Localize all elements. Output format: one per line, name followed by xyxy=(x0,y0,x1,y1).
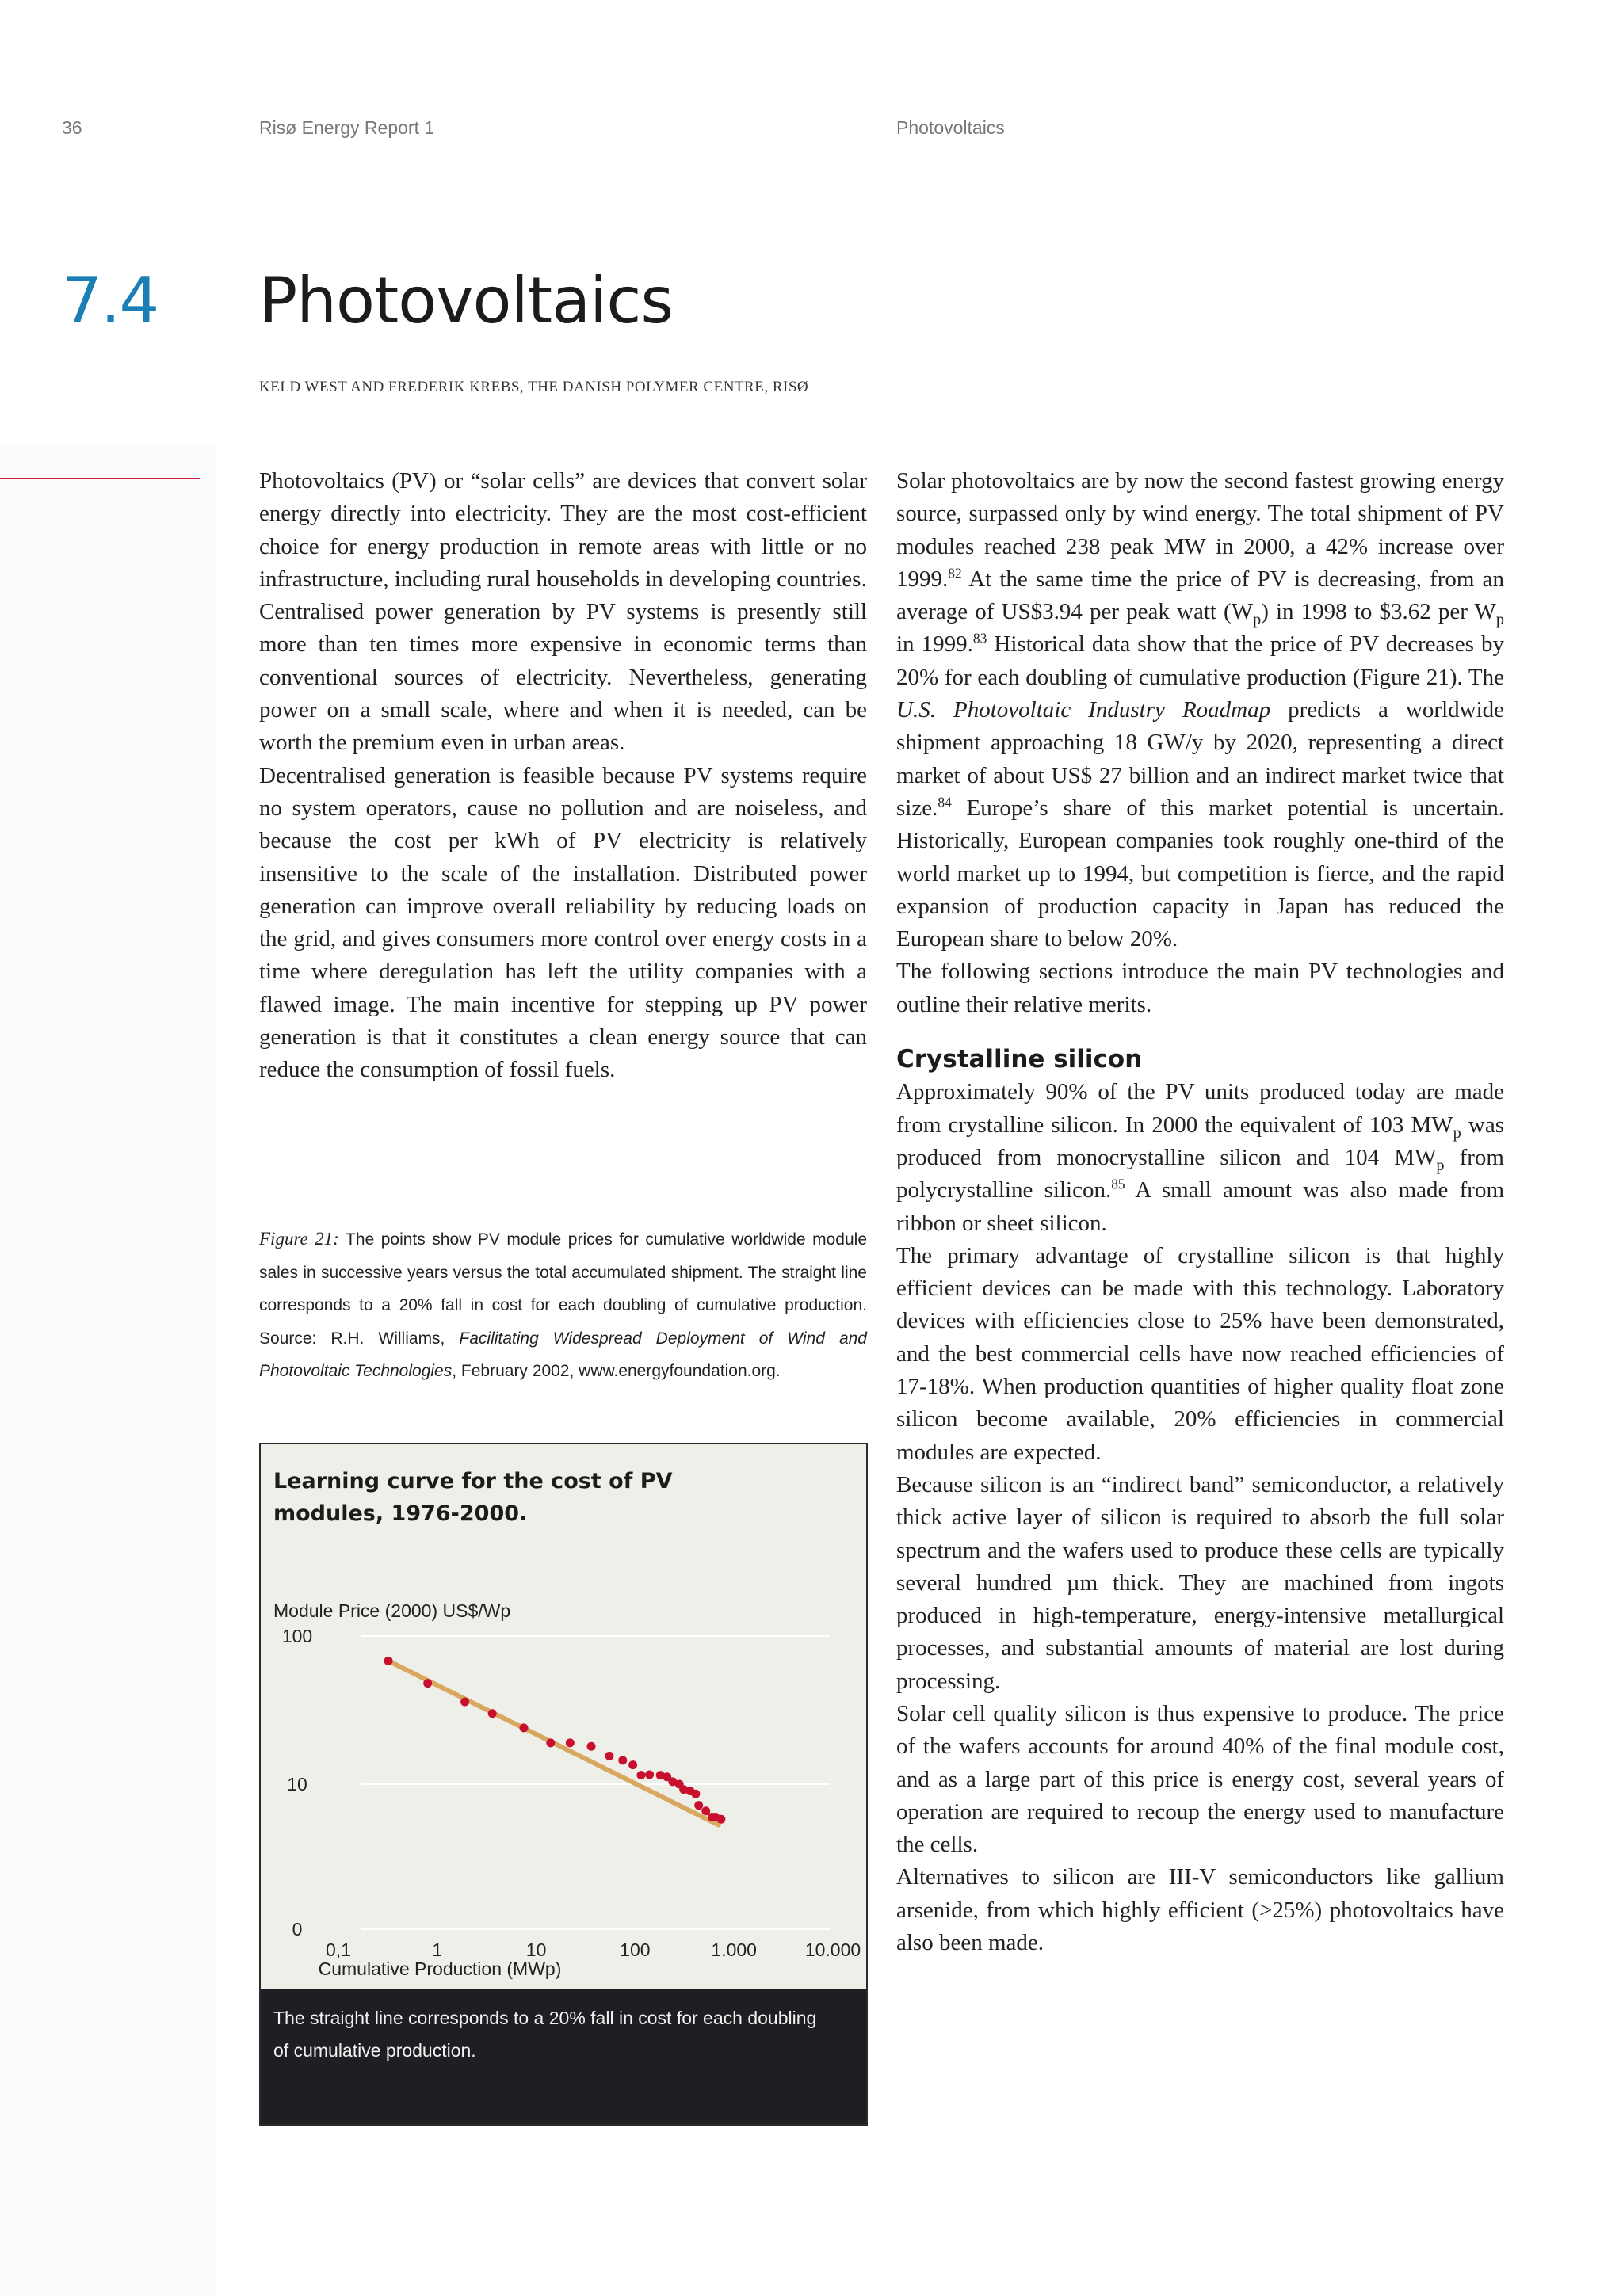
chart-y-axis-label: Module Price (2000) US$/Wp xyxy=(273,1600,511,1621)
chart-data-point xyxy=(701,1806,710,1815)
page-number: 36 xyxy=(62,117,82,138)
chart-data-point xyxy=(605,1752,613,1760)
caption-text-2: , February 2002, www.energyfoundation.org. xyxy=(452,1362,781,1380)
subscript-p: p xyxy=(1436,1156,1445,1174)
chart-data-point xyxy=(618,1756,627,1764)
figure-footer-text: The straight line corresponds to a 20% fall in cost for each doubling of cumulative production. xyxy=(273,2008,817,2061)
chart-data-point xyxy=(423,1679,432,1688)
red-rule xyxy=(0,478,200,479)
caption-label: Figure 21: xyxy=(259,1229,339,1249)
chart-x-axis-label: Cumulative Production (MWp) xyxy=(318,1958,562,1979)
chart-data-point xyxy=(716,1815,725,1824)
right-paragraph-3 xyxy=(896,1076,1504,1239)
right-p3-text-a: Approximately 90% of the PV units produced today are made from crystalline silicon. In 2000 the equivalent of 103 MW xyxy=(896,1079,1504,1138)
chart-data-point xyxy=(694,1801,703,1810)
right-p1-text-f: predicts a worldwide shipment approaching 18 GW/y by 2020, representing a direct market of about US$ 27 billion and an indirect market twice that size. xyxy=(896,697,1504,821)
chart-y-tick-label: 10 xyxy=(287,1774,307,1794)
left-paragraph-1: Photovoltaics (PV) or “solar cells” are devices that convert solar energy directly into electricity. They are the most cost-efficient choice for energy production in remote areas with little or no infrastructure, including rural households in developing countries. xyxy=(259,468,867,592)
right-paragraph-6: Solar cell quality silicon is thus expensive to produce. The price of the wafers accounts for around 40% of the final module cost, and as a large part of this price is energy cost, several years of operation are required to recoup the energy used to manufacture the cells. xyxy=(896,1700,1504,1858)
right-p3-text-c: from polycrystalline silicon. xyxy=(896,1144,1504,1203)
footnote-ref-82: 82 xyxy=(948,565,962,582)
figure-title: Learning curve for the cost of PV modules, 1976-2000. xyxy=(273,1469,673,1526)
right-p1-text-a: Solar photovoltaics are by now the second fastest growing energy source, surpassed only by wind energy. The total shipment of PV modules reached 238 peak MW in 2000, a 42% increase over 1999. xyxy=(896,468,1504,592)
right-p1-text-c: ) in 1998 to $3.62 per W xyxy=(1261,599,1496,625)
chart-data-point xyxy=(460,1697,469,1706)
chart-x-tick-label: 1 xyxy=(432,1939,443,1960)
subscript-p: p xyxy=(1453,1123,1461,1142)
chart-x-tick-label: 0,1 xyxy=(326,1939,351,1960)
chart-data-point xyxy=(520,1723,529,1732)
section-authors: KELD WEST AND FREDERIK KREBS, THE DANISH POLYMER CENTRE, RISØ xyxy=(259,379,809,395)
right-p3-text-d: A small amount was also made from ribbon or sheet silicon. xyxy=(896,1177,1505,1236)
figure-box xyxy=(259,1443,868,2126)
caption-text-1: The points show PV module prices for cumulative worldwide module sales in successive years versus the total accumulated shipment. The straight line corresponds to a 20% fall in cost for each doubling of cumulative production. Source: R.H. Williams, xyxy=(259,1230,868,1348)
right-p3-text-b: was produced from monocrystalline silicon and 104 MW xyxy=(896,1112,1504,1170)
chart-x-tick-label: 100 xyxy=(620,1939,651,1960)
roadmap-title: U.S. Photovoltaic Industry Roadmap xyxy=(896,697,1271,723)
chart-data-point xyxy=(636,1771,645,1779)
right-column xyxy=(896,465,1504,1959)
chart-data-point xyxy=(566,1738,575,1747)
chart-data-point xyxy=(645,1770,654,1779)
section-number: 7.4 xyxy=(62,264,158,338)
section-title: Photovoltaics xyxy=(259,264,673,338)
chart-data-point xyxy=(628,1760,637,1769)
left-paragraph-2: Centralised power generation by PV systems is presently still more than ten times more expensive in economic terms than conventional sources of electricity. Nevertheless, generating power on a small scale, where and when it is needed, can be worth the premium even in urban areas. xyxy=(259,599,867,756)
footnote-ref-85: 85 xyxy=(1111,1176,1125,1192)
crystalline-silicon-heading: Crystalline silicon xyxy=(896,1045,1143,1074)
left-column xyxy=(259,465,867,1087)
chart-data-point xyxy=(546,1738,555,1747)
chart-data-point xyxy=(384,1657,393,1665)
figure-footer xyxy=(261,1989,866,2124)
running-header-title: Risø Energy Report 1 xyxy=(259,117,435,138)
right-p1-text-d: in 1999. xyxy=(896,631,973,658)
right-p1-text-b: At the same time the price of PV is decreasing, from an average of US$3.94 per peak watt (W xyxy=(896,566,1504,625)
chart-y-tick-label: 100 xyxy=(281,1626,313,1646)
footnote-ref-84: 84 xyxy=(938,794,952,810)
subscript-p: p xyxy=(1253,610,1262,628)
chart-x-tick-label: 10 xyxy=(525,1939,547,1960)
chart-y-tick-label: 0 xyxy=(292,1919,303,1939)
right-p1-text-g: Europe’s share of this market potential is uncertain. Historically, European companies took roughly one-third of the world market up to 1994, but competition is fierce, and the rapid expansion of production capacity in Japan has reduced the European share to below 20%. xyxy=(896,795,1504,952)
chart-data-point xyxy=(587,1742,596,1751)
right-paragraph-1 xyxy=(896,465,1504,955)
right-paragraph-7: Alternatives to silicon are III-V semiconductors like gallium arsenide, from which highly efficient (>25%) photovoltaics have also been made. xyxy=(896,1864,1504,1956)
chart-data-point xyxy=(488,1709,497,1718)
chart-x-tick-label: 10.000 xyxy=(804,1939,861,1960)
right-p1-text-e: Historical data show that the price of PV decreases by 20% for each doubling of cumulative production (Figure 21). The xyxy=(896,631,1504,690)
figure-caption xyxy=(259,1222,867,1388)
chart-data-point xyxy=(691,1790,700,1798)
page-shade-left xyxy=(0,444,216,2296)
left-paragraph-3: Decentralised generation is feasible because PV systems require no system operators, cause no pollution and are noiseless, and because the cost per kWh of PV electricity is relatively insensitive to the scale of the installation. Distributed power generation can improve overall reliability by reducing loads on the grid, and gives consumers more control over energy costs in a time where deregulation has left the utility companies with a flawed image. The main incentive for stepping up PV power generation is that it constitutes a clean energy source that can reduce the consumption of fossil fuels. xyxy=(259,762,867,1083)
right-paragraph-5: Because silicon is an “indirect band” semiconductor, a relatively thick active layer of silicon is required to absorb the full solar spectrum and the wafers used to produce these cells are typically several hundred µm thick. They are machined from ingots produced in high-temperature, energy-intensive metallurgical processes, and substantial amounts of material are lost during processing. xyxy=(896,1471,1504,1694)
right-paragraph-4: The primary advantage of crystalline silicon is that highly efficient devices can be made with this technology. Laboratory devices with efficiencies close to 25% have been demonstrated, and the best commercial cells have now reached efficiencies of 17-18%. When production quantities of higher quality float zone silicon become available, 20% efficiencies in commercial modules are expected. xyxy=(896,1242,1504,1465)
footnote-ref-83: 83 xyxy=(972,630,987,646)
chart-x-tick-label: 1.000 xyxy=(711,1939,757,1960)
learning-curve-chart xyxy=(261,1444,866,1991)
caption-source-title: Facilitating Widespread Deployment of Wind and Photovoltaic Technologies xyxy=(259,1329,867,1380)
right-paragraph-2: The following sections introduce the main PV technologies and outline their relative merits. xyxy=(896,959,1504,1017)
running-header-section: Photovoltaics xyxy=(896,117,1005,138)
subscript-p: p xyxy=(1495,610,1504,628)
